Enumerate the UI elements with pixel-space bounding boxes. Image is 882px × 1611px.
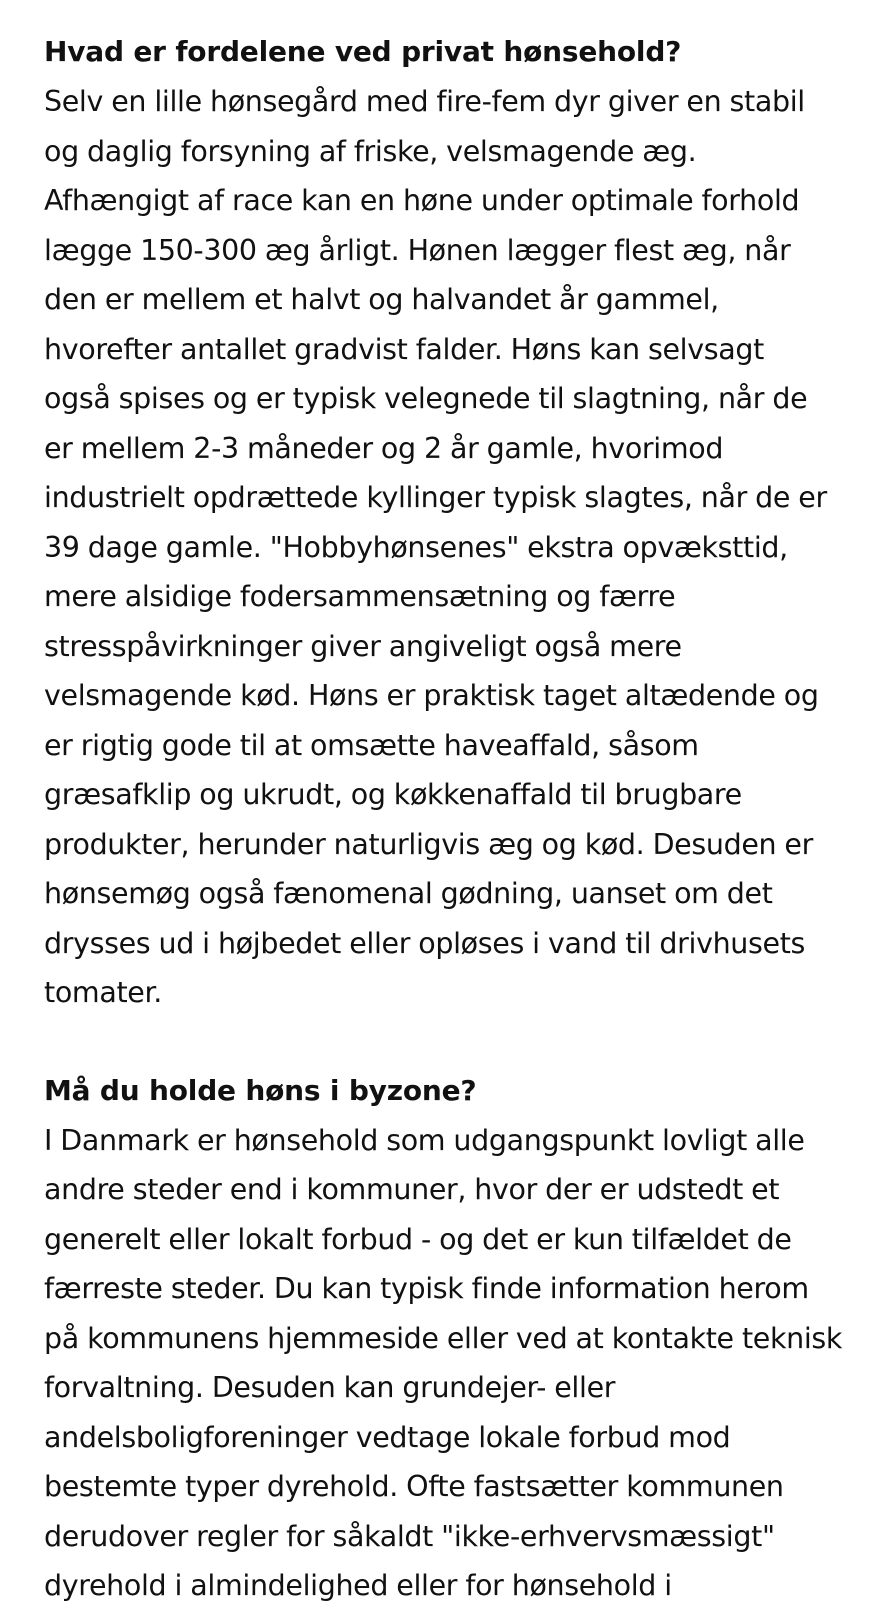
paragraph-line: græsafklip og ukrudt, og køkkenaffald til brugbare (44, 778, 742, 811)
paragraph-line: dyrehold i almindelighed eller for hønsehold i (44, 1569, 672, 1602)
paragraph-line: på kommunens hjemmeside eller ved at kontakte teknisk (44, 1321, 843, 1355)
article-body (44, 27, 844, 1611)
paragraph-line: andelsboligforeninger vedtage lokale forbud mod (44, 1420, 731, 1454)
paragraph-line: er rigtig gode til at omsætte haveaffald, såsom (44, 728, 699, 762)
paragraph-line: den er mellem et halvt og halvandet år gammel, (44, 283, 719, 316)
section-city-zone (44, 1066, 844, 1611)
section-paragraph (44, 77, 844, 1018)
paragraph-line: mere alsidige fodersammensætning og færre (44, 580, 676, 613)
paragraph-line: I Danmark er hønsehold som udgangspunkt lovligt alle (44, 1123, 805, 1157)
section-paragraph (44, 1116, 844, 1611)
paragraph-line: også spises og er typisk velegnede til slagtning, når de (44, 382, 808, 415)
paragraph-line: velsmagende kød. Høns er praktisk taget altædende og (44, 679, 819, 712)
paragraph-line: og daglig forsyning af friske, velsmagende æg. (44, 134, 697, 168)
section-heading: Må du holde høns i byzone? (44, 1073, 477, 1107)
paragraph-line: færreste steder. Du kan typisk finde information herom (44, 1272, 809, 1305)
paragraph-line: derudover regler for såkaldt "ikke-erhvervsmæssigt" (44, 1519, 775, 1553)
paragraph-line: bestemte typer dyrehold. Ofte fastsætter kommunen (44, 1470, 784, 1503)
paragraph-line: hønsemøg også fænomenal gødning, uanset om det (44, 877, 773, 910)
paragraph-line: generelt eller lokalt forbud - og det er kun tilfældet de (44, 1222, 792, 1256)
section-heading: Hvad er fordelene ved privat hønsehold? (44, 35, 682, 68)
paragraph-line: stresspåvirkninger giver angiveligt også mere (44, 629, 682, 663)
paragraph-line: tomater. (44, 976, 162, 1009)
paragraph-line: 39 dage gamle. "Hobbyhønsenes" ekstra opvæksttid, (44, 530, 788, 564)
paragraph-line: produkter, herunder naturligvis æg og kød. Desuden er (44, 827, 813, 861)
paragraph-line: Afhængigt af race kan en høne under optimale forhold (44, 184, 800, 217)
paragraph-line: hvorefter antallet gradvist falder. Høns kan selvsagt (44, 332, 764, 366)
paragraph-line: lægge 150-300 æg årligt. Hønen lægger flest æg, når (44, 233, 791, 267)
paragraph-line: industrielt opdrættede kyllinger typisk slagtes, når de er (44, 481, 827, 514)
paragraph-line: forvaltning. Desuden kan grundejer- eller (44, 1371, 616, 1404)
paragraph-line: drysses ud i højbedet eller opløses i vand til drivhusets (44, 926, 806, 960)
paragraph-line: er mellem 2-3 måneder og 2 år gamle, hvorimod (44, 431, 724, 465)
paragraph-line: andre steder end i kommuner, hvor der er udstedt et (44, 1173, 780, 1206)
paragraph-line: Selv en lille hønsegård med fire-fem dyr giver en stabil (44, 85, 805, 118)
section-benefits (44, 27, 844, 1018)
